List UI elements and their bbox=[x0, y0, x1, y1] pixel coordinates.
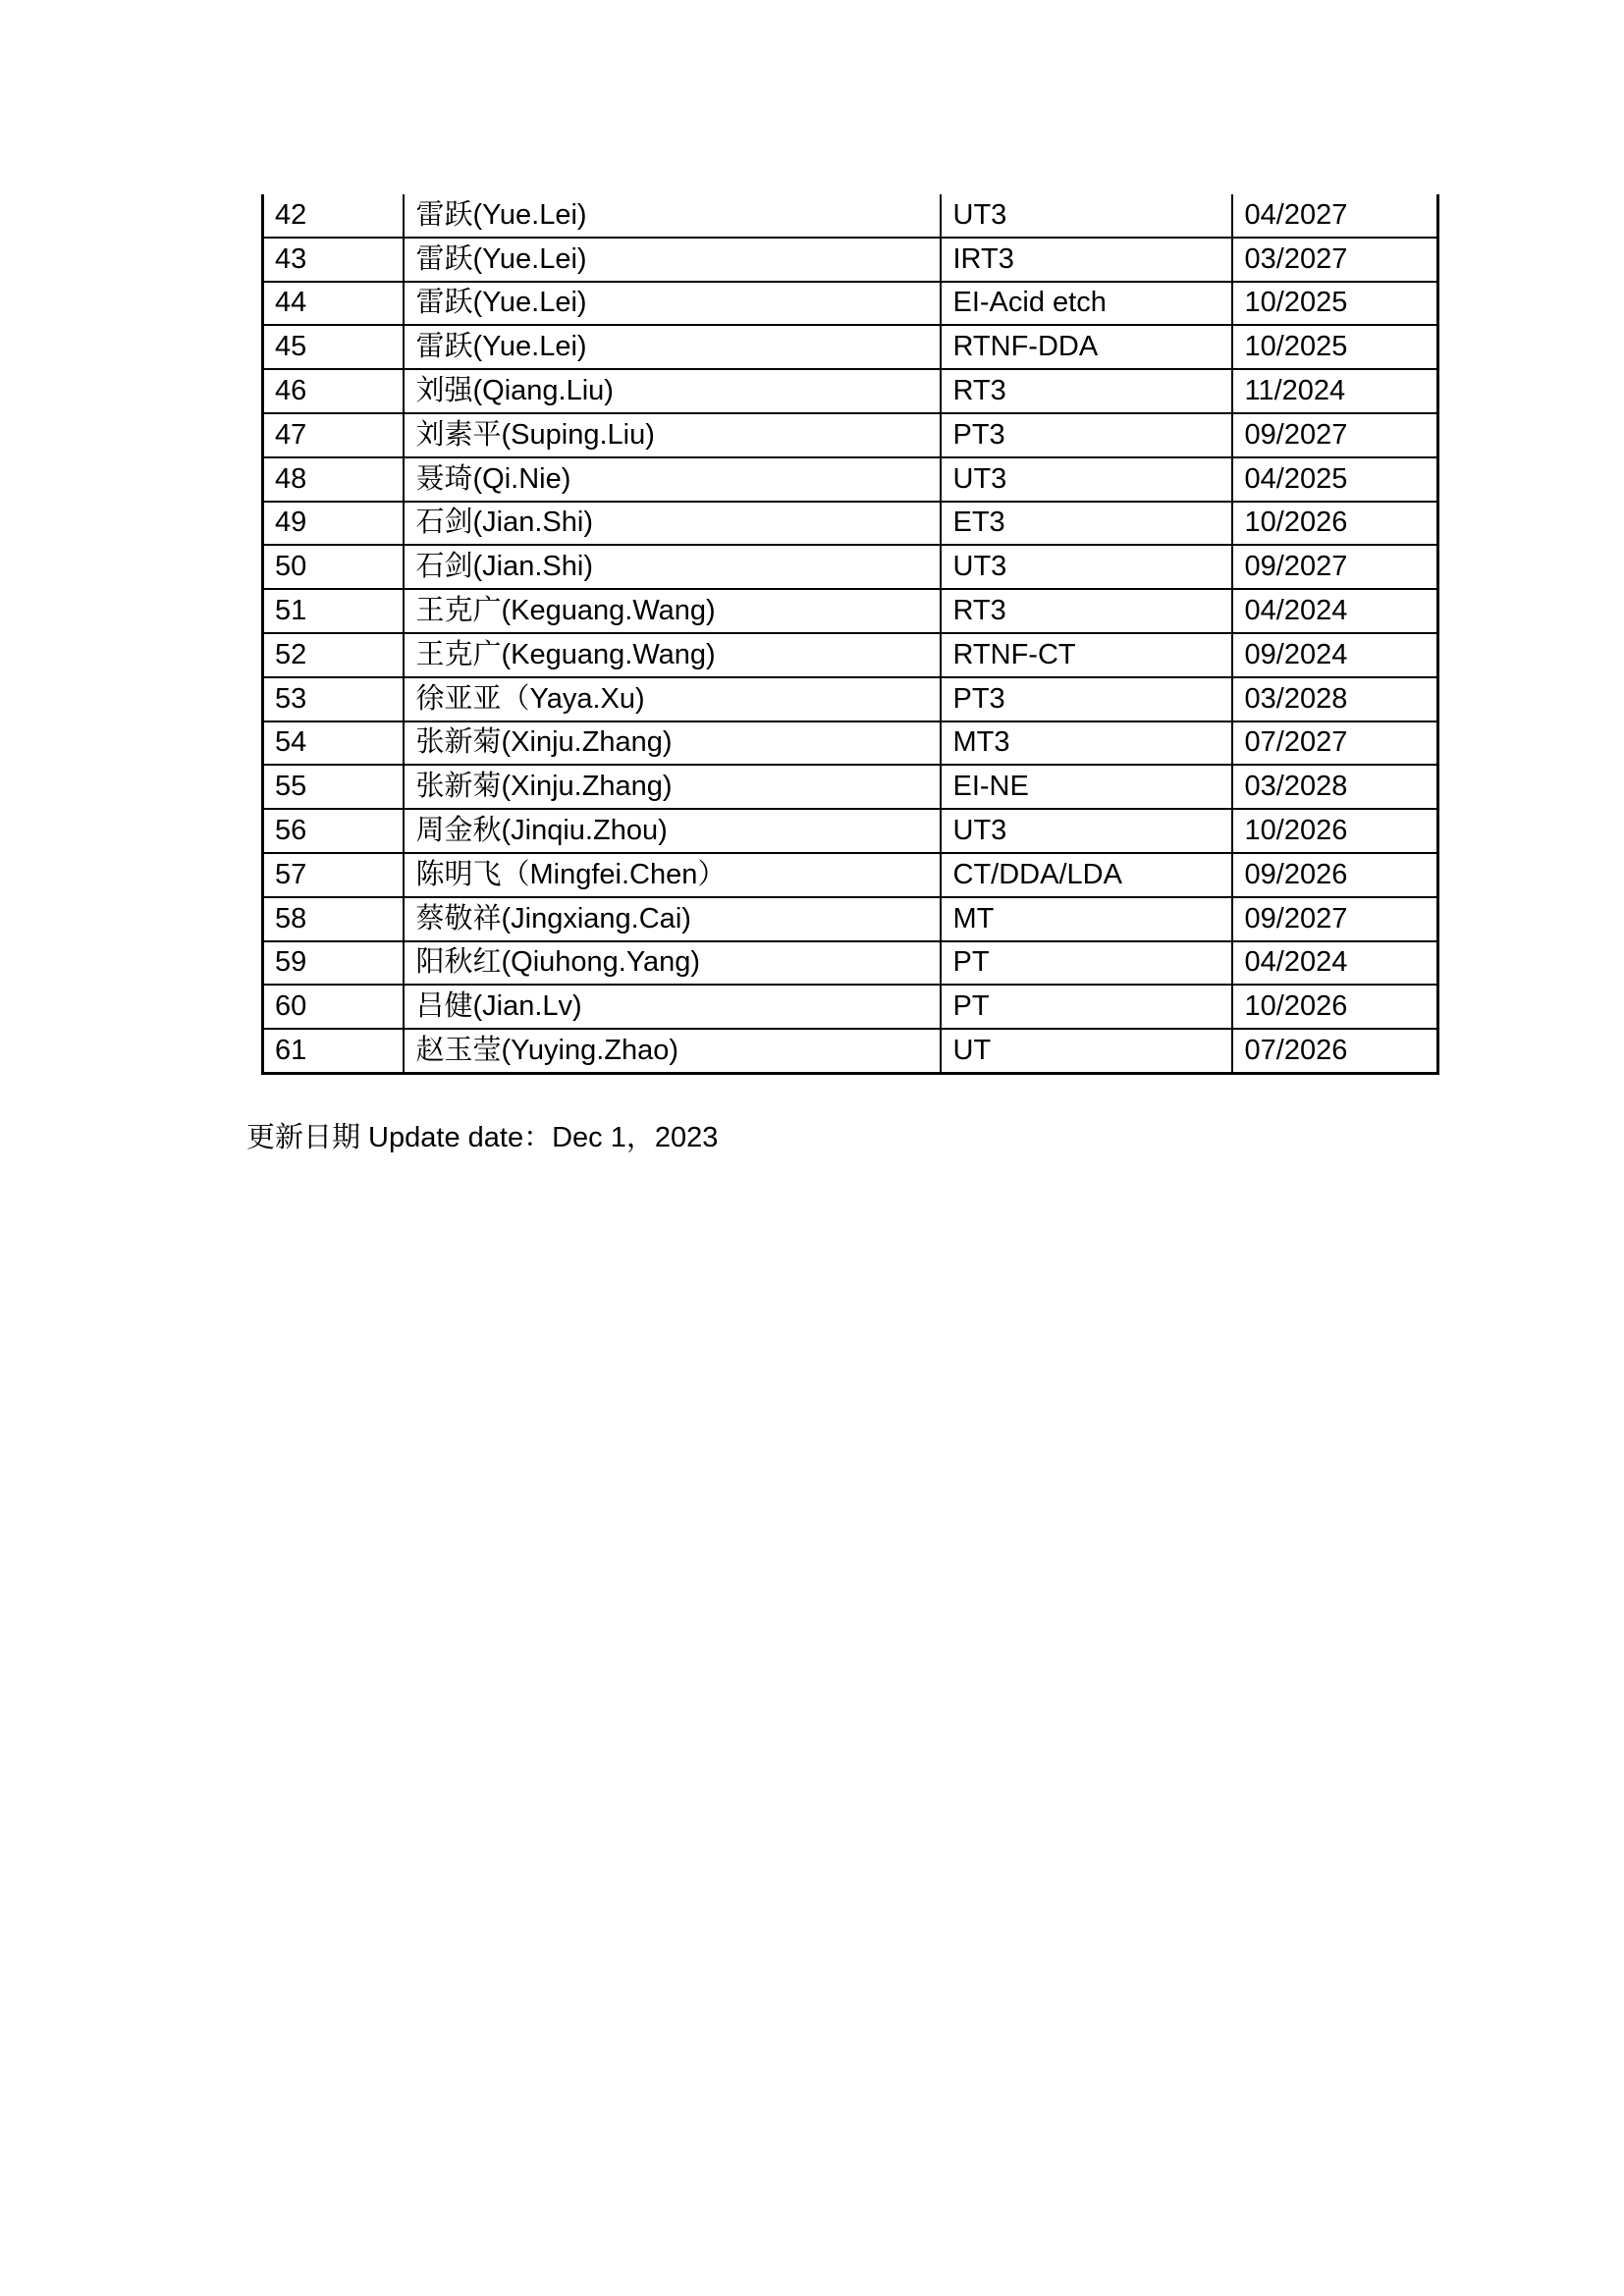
expiry-date-cell: 09/2027 bbox=[1232, 545, 1438, 589]
table-row bbox=[263, 809, 1438, 853]
certification-cell: RT3 bbox=[941, 589, 1232, 633]
name-cell: 雷跃(Yue.Lei) bbox=[404, 282, 941, 326]
certification-cell: PT3 bbox=[941, 413, 1232, 457]
row-number-cell: 56 bbox=[263, 809, 404, 853]
expiry-date-cell: 10/2025 bbox=[1232, 282, 1438, 326]
certification-cell: UT3 bbox=[941, 194, 1232, 238]
certification-cell: EI-Acid etch bbox=[941, 282, 1232, 326]
expiry-date-cell: 09/2026 bbox=[1232, 853, 1438, 897]
expiry-date-cell: 10/2025 bbox=[1232, 325, 1438, 369]
row-number-cell: 46 bbox=[263, 369, 404, 413]
row-number-cell: 58 bbox=[263, 897, 404, 941]
table-row bbox=[263, 941, 1438, 986]
table-row bbox=[263, 633, 1438, 677]
certification-cell: IRT3 bbox=[941, 238, 1232, 282]
table-row bbox=[263, 853, 1438, 897]
expiry-date-cell: 07/2027 bbox=[1232, 721, 1438, 766]
table-row bbox=[263, 238, 1438, 282]
row-number-cell: 47 bbox=[263, 413, 404, 457]
name-cell: 徐亚亚（Yaya.Xu) bbox=[404, 677, 941, 721]
row-number-cell: 60 bbox=[263, 985, 404, 1029]
name-cell: 赵玉莹(Yuying.Zhao) bbox=[404, 1029, 941, 1073]
expiry-date-cell: 10/2026 bbox=[1232, 809, 1438, 853]
certification-cell: CT/DDA/LDA bbox=[941, 853, 1232, 897]
row-number-cell: 54 bbox=[263, 721, 404, 766]
certification-cell: PT3 bbox=[941, 677, 1232, 721]
update-date-note: 更新日期 Update date：Dec 1，2023 bbox=[246, 1122, 719, 1153]
row-number-cell: 48 bbox=[263, 457, 404, 502]
row-number-cell: 53 bbox=[263, 677, 404, 721]
table-row bbox=[263, 765, 1438, 809]
table-row bbox=[263, 502, 1438, 546]
certification-cell: EI-NE bbox=[941, 765, 1232, 809]
expiry-date-cell: 09/2024 bbox=[1232, 633, 1438, 677]
table-row bbox=[263, 282, 1438, 326]
certification-table-body bbox=[263, 194, 1438, 1073]
name-cell: 石剑(Jian.Shi) bbox=[404, 502, 941, 546]
table-row bbox=[263, 413, 1438, 457]
certification-cell: RTNF-DDA bbox=[941, 325, 1232, 369]
row-number-cell: 45 bbox=[263, 325, 404, 369]
row-number-cell: 55 bbox=[263, 765, 404, 809]
name-cell: 聂琦(Qi.Nie) bbox=[404, 457, 941, 502]
name-cell: 周金秋(Jinqiu.Zhou) bbox=[404, 809, 941, 853]
row-number-cell: 43 bbox=[263, 238, 404, 282]
row-number-cell: 59 bbox=[263, 941, 404, 986]
row-number-cell: 50 bbox=[263, 545, 404, 589]
certification-cell: RTNF-CT bbox=[941, 633, 1232, 677]
name-cell: 雷跃(Yue.Lei) bbox=[404, 194, 941, 238]
expiry-date-cell: 10/2026 bbox=[1232, 985, 1438, 1029]
table-row bbox=[263, 589, 1438, 633]
expiry-date-cell: 09/2027 bbox=[1232, 897, 1438, 941]
row-number-cell: 42 bbox=[263, 194, 404, 238]
table-row bbox=[263, 194, 1438, 238]
expiry-date-cell: 11/2024 bbox=[1232, 369, 1438, 413]
certification-table bbox=[261, 194, 1439, 1075]
expiry-date-cell: 10/2026 bbox=[1232, 502, 1438, 546]
name-cell: 王克广(Keguang.Wang) bbox=[404, 633, 941, 677]
expiry-date-cell: 04/2025 bbox=[1232, 457, 1438, 502]
name-cell: 刘强(Qiang.Liu) bbox=[404, 369, 941, 413]
name-cell: 雷跃(Yue.Lei) bbox=[404, 325, 941, 369]
expiry-date-cell: 03/2027 bbox=[1232, 238, 1438, 282]
certification-cell: UT bbox=[941, 1029, 1232, 1073]
certification-cell: PT bbox=[941, 985, 1232, 1029]
name-cell: 陈明飞（Mingfei.Chen） bbox=[404, 853, 941, 897]
table-row bbox=[263, 677, 1438, 721]
expiry-date-cell: 04/2027 bbox=[1232, 194, 1438, 238]
name-cell: 张新菊(Xinju.Zhang) bbox=[404, 721, 941, 766]
certification-cell: MT bbox=[941, 897, 1232, 941]
row-number-cell: 49 bbox=[263, 502, 404, 546]
table-row bbox=[263, 897, 1438, 941]
certification-cell: UT3 bbox=[941, 545, 1232, 589]
row-number-cell: 44 bbox=[263, 282, 404, 326]
expiry-date-cell: 03/2028 bbox=[1232, 765, 1438, 809]
name-cell: 刘素平(Suping.Liu) bbox=[404, 413, 941, 457]
row-number-cell: 52 bbox=[263, 633, 404, 677]
table-row bbox=[263, 545, 1438, 589]
name-cell: 雷跃(Yue.Lei) bbox=[404, 238, 941, 282]
certification-cell: UT3 bbox=[941, 809, 1232, 853]
name-cell: 吕健(Jian.Lv) bbox=[404, 985, 941, 1029]
table-row bbox=[263, 1029, 1438, 1073]
name-cell: 石剑(Jian.Shi) bbox=[404, 545, 941, 589]
certification-cell: MT3 bbox=[941, 721, 1232, 766]
expiry-date-cell: 09/2027 bbox=[1232, 413, 1438, 457]
certification-cell: UT3 bbox=[941, 457, 1232, 502]
name-cell: 张新菊(Xinju.Zhang) bbox=[404, 765, 941, 809]
table-row bbox=[263, 721, 1438, 766]
certification-cell: ET3 bbox=[941, 502, 1232, 546]
certification-cell: RT3 bbox=[941, 369, 1232, 413]
table-row bbox=[263, 457, 1438, 502]
expiry-date-cell: 07/2026 bbox=[1232, 1029, 1438, 1073]
row-number-cell: 57 bbox=[263, 853, 404, 897]
table-row bbox=[263, 325, 1438, 369]
row-number-cell: 51 bbox=[263, 589, 404, 633]
table-row bbox=[263, 369, 1438, 413]
expiry-date-cell: 04/2024 bbox=[1232, 941, 1438, 986]
name-cell: 阳秋红(Qiuhong.Yang) bbox=[404, 941, 941, 986]
name-cell: 王克广(Keguang.Wang) bbox=[404, 589, 941, 633]
row-number-cell: 61 bbox=[263, 1029, 404, 1073]
table-row bbox=[263, 985, 1438, 1029]
certification-cell: PT bbox=[941, 941, 1232, 986]
expiry-date-cell: 04/2024 bbox=[1232, 589, 1438, 633]
expiry-date-cell: 03/2028 bbox=[1232, 677, 1438, 721]
name-cell: 蔡敬祥(Jingxiang.Cai) bbox=[404, 897, 941, 941]
